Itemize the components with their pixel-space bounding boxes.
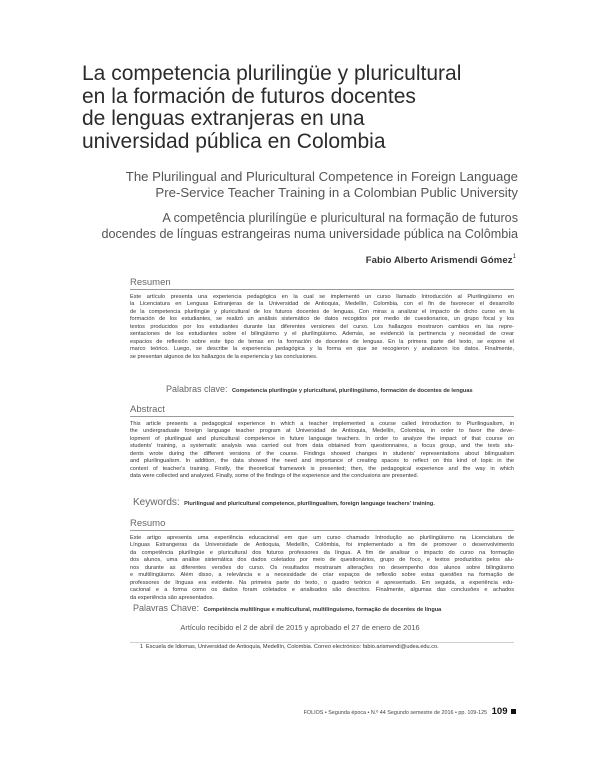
title-en-line: The Plurilingual and Pluricultural Competence in Foreign Language [125,169,518,184]
title-pt-line: docendes de línguas estrangeiras numa universidade pública na Colômbia [101,227,518,241]
abstract-line: lopment of plurilingual and pluricultural competence in future language teachers. In order to analyze the impact of that course on [130,435,514,442]
abstract-heading: Abstract [130,404,514,417]
resumen-line: espacios de reflexión sobre este tipo de temas en la formación de docentes de lenguas. En la primera parte del texto, se expone el [130,338,514,345]
abstract-line: the undergraduate foreign language teacher program at Universidad de Antioquia, Medellín, Colombia, in order to favor the deve- [130,428,514,435]
journal-info: FOLIOS • Segunda época • N.º 44 Segundo semestre de 2016 • pp. 109-125 [303,710,488,716]
footnote-number: 1 [140,644,144,650]
title-en-line: Pre-Service Teacher Training in a Colombian Public University [155,185,518,200]
resumen-line: Este artículo presenta una experiencia pedagógica en la cual se implementó un curso llamado Introducción al Plurilingüismo en [130,294,514,300]
resumo-line: Este artigo apresenta uma experiência educacional em que um curso chamado Introdução ao plurilingüismo na Licenciatura de [130,535,514,541]
author-name: Fabio Alberto Arismendi Gómez$^1$ [365,254,516,266]
resumen-line: sentaciones de los estudiantes sobre el bilingüismo y el plurilingüismo. Además, se evidenció la pertinencia y necesidad de crear [130,331,514,338]
article-title-portuguese [78,210,518,242]
abstract-line: dents wrote during the different versions of the course. Findings showed changes in students' representations about bilingualism [130,450,514,457]
square-marker-icon [511,709,516,714]
resumo-line: nos durante as diferentes versões do curso. Os resultados mostraram alterações no desempenho dos alunos sobre bilingüismo [130,564,514,571]
footnote-text: Escuela de Idiomas, Universidad de Antioquia, Medellín, Colombia. Correo electrónico: fabio.arismendi@udea.edu.co. [146,644,439,650]
keywords-value: Plurilingual and pluricultural competence, plurilingualism, foreign language teachers' training. [184,501,435,507]
resumen-body [130,294,514,361]
resumen-heading: Resumen [130,277,514,290]
abstract-line: students' training, a systematic analysis was carried out from data obtained from questionnaires, a focus group, and the texts stu- [130,443,514,450]
keywords-label: Palabras clave: [166,384,228,394]
resumo-line: da competência plurilíngüe e pluricultural dos futuros professores da língua. A fim de analisar o impacto do curso na formação [130,549,514,556]
resumen-line: marco teórico. Luego, se describe la experiencia pedagógica y la forma en que se recogieron y analizaron los datos. Finalmente, [130,346,514,353]
abstract-line: This article presents a pedagogical experience in which a teacher implemented a course called Introduction to Plurilingualism, in [130,421,514,427]
abstract-line: data were collected and analyzed. Finally, some of the findings of the experience and the conclusions are presented. [130,473,419,480]
keywords-value: Competencia plurilingüe y pluricultural, plurilingüismo, formación de docentes de lenguas [232,388,473,394]
resumen-line: formación de los estudiantes, se realizó un análisis sistemático de datos recogidos por medio de cuestionarios, un grupo focal y los [130,316,514,323]
resumen-line: textos producidos por los estudiantes durante las diferentes versiones del curso. Los hallazgos mostraron cambios en las repre- [130,323,514,330]
resumen-line: de la competencia plurilingüe y pluricultural de los futuros docentes de lenguas. Con miras a analizar el impacto de dicho curso en la [130,308,514,315]
title-line: universidad pública en Colombia [82,129,386,153]
keywords-value: Competência multilíngue e multicultural, multilinguismo, formação de docentes de língua [203,607,442,613]
article-title-spanish [82,63,522,153]
resumo-body [130,535,514,602]
abstract-line: context of teacher's training. Firstly, the theoretical framework is presented; then, the pedagogical experience and the way in which [130,465,514,472]
journal-footer [304,706,516,717]
resumo-line: professores de línguas era evidente. Na primeira parte do texto, o quadro teórico é apresentado. Em seguida, a experiência edu- [130,579,514,586]
title-line: de lenguas extranjeras en una [82,107,365,130]
keywords-english [133,492,435,510]
resumo-line: Línguas Estrangeiras da Universidade de Antioquia, Medellín, Colômbia, foi implementado a fim de promover o desenvolvimento [130,542,514,549]
page-number: 109 [491,706,508,717]
author-footnote-marker: 1 [512,254,516,260]
keywords-label: Palavras Chave: [133,603,200,613]
article-title-english [78,169,518,201]
abstract-line: and plurilingualism. In addition, the data showed the need and importance of creating spaces to reflect on this kind of topic in the [130,458,514,465]
resumo-line: dos alunos, uma análise sistemática dos dados coletados por meio de questionários, grupo de foco, e textos produzidos pelos alu- [130,557,514,564]
author-footnote [140,644,439,650]
keywords-spanish [166,379,473,397]
resumo-heading: Resumo [130,518,514,531]
keywords-label: Keywords: [133,497,180,508]
resumen-line: la Licenciatura en Lenguas Extranjeras de la Universidad de Antioquia, Medellín, Colombia, con el fin de favorecer el desarrollo [130,301,514,308]
footnote-divider [130,642,514,643]
resumo-line: e multilingüismo. Além disso, a relevância e a necessidade de criar espaços de reflexão sobre estas questões na formação de [130,572,514,579]
resumo-line: cacional e a forma como os dados foram coletados e analisados são descritos. Finalmente, algumas das conclusões e achados [130,587,514,594]
abstract-body [130,421,514,481]
resumo-line: da experiência são apresentados. [130,594,214,601]
keywords-portuguese [133,598,441,616]
received-date-note: Artículo recibido el 2 de abril de 2015 y aprobado el 27 de enero de 2016 [180,623,420,632]
title-pt-line: A competência plurilíngüe e pluricultural na formação de futuros [162,211,518,225]
title-line: La competencia plurilingüe y pluricultural [82,62,462,85]
resumen-line: se presentan algunos de los hallazgos de la experiencia y las conclusiones. [130,353,318,360]
title-line: en la formación de futuros docentes [82,84,416,108]
